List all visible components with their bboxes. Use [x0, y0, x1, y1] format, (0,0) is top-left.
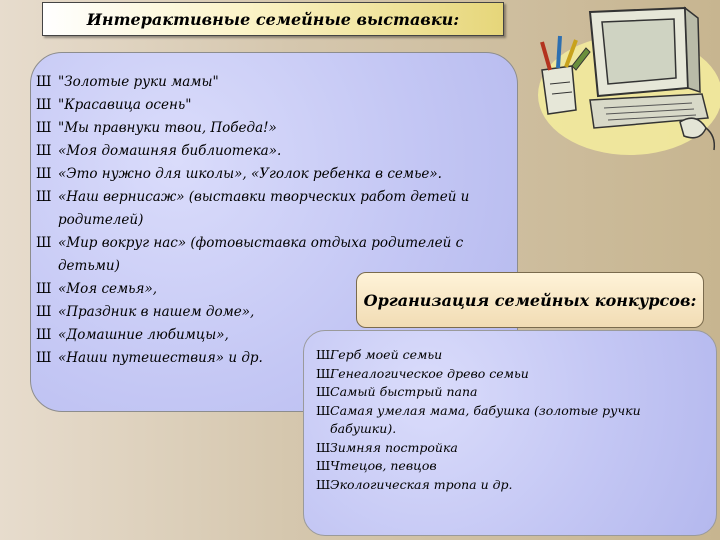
bullet-icon: Ш	[36, 120, 52, 136]
bullet-icon: Ш	[316, 365, 331, 381]
list-item	[316, 457, 696, 476]
list-item-text: "Красавица осень"	[58, 97, 192, 113]
list-item	[316, 383, 696, 402]
bullet-icon: Ш	[316, 384, 331, 399]
list-item-text: «Домашние любимцы»,	[58, 327, 229, 343]
list-item	[316, 439, 696, 458]
list-item-text: Самая умелая мама, бабушка (золотые ручки бабушки).	[330, 402, 641, 436]
page-title: Интерактивные семейные выставки:	[86, 9, 460, 29]
list-item-text: «Наши путешествия» и др.	[58, 350, 263, 366]
list-item-text: «Моя семья»,	[58, 281, 158, 297]
list-item	[316, 346, 696, 365]
bullet-icon: Ш	[36, 143, 52, 159]
list-item	[36, 71, 506, 94]
bullet-icon: Ш	[36, 166, 52, 182]
list-item	[36, 94, 506, 117]
bullet-icon: Ш	[36, 327, 52, 343]
list-item-text: «Мир вокруг нас» (фотовыставка отдыха родителей с детьми)	[58, 235, 464, 274]
list-item-text: Герб моей семьи	[330, 347, 443, 362]
bullet-icon: Ш	[316, 476, 331, 492]
list-item-text: Генеалогическое древо семьи	[330, 365, 529, 381]
list-item-text: "Мы правнуки твои, Победа!»	[58, 120, 277, 136]
bullet-icon: Ш	[36, 235, 52, 251]
computer-with-pencil-cup-icon	[520, 0, 720, 160]
contests-heading: Организация семейных конкурсов:	[363, 290, 697, 310]
bullet-icon: Ш	[36, 304, 52, 320]
bullet-icon: Ш	[36, 97, 52, 113]
list-item-text: Чтецов, певцов	[330, 458, 437, 473]
list-item-text: «Наш вернисаж» (выставки творческих работ детей и родителей)	[58, 189, 470, 228]
title-banner	[42, 2, 504, 36]
contests-heading-box	[356, 272, 704, 328]
bullet-icon: Ш	[36, 189, 52, 205]
list-item-text: «Праздник в нашем доме»,	[58, 304, 255, 320]
bullet-icon: Ш	[316, 402, 331, 418]
list-item	[36, 140, 506, 163]
list-item	[316, 476, 696, 495]
list-item-text: "Золотые руки мамы"	[58, 74, 219, 90]
list-item-text: Зимняя постройка	[330, 439, 458, 455]
list-item	[316, 365, 696, 384]
bullet-icon: Ш	[36, 74, 52, 90]
bullet-icon: Ш	[36, 350, 52, 366]
bullet-icon: Ш	[36, 281, 52, 297]
list-item	[316, 402, 696, 439]
list-item	[36, 117, 506, 140]
list-item-text: «Моя домашняя библиотека».	[58, 143, 282, 159]
bullet-icon: Ш	[316, 439, 331, 455]
bullet-icon: Ш	[316, 347, 331, 362]
bullet-icon: Ш	[316, 458, 331, 473]
list-item	[36, 186, 506, 232]
list-item	[36, 163, 506, 186]
list-item-text: Самый быстрый папа	[330, 384, 478, 399]
list-item-text: «Это нужно для школы», «Уголок ребенка в семье».	[58, 166, 442, 182]
contests-list	[316, 346, 696, 494]
list-item-text: Экологическая тропа и др.	[330, 476, 513, 492]
